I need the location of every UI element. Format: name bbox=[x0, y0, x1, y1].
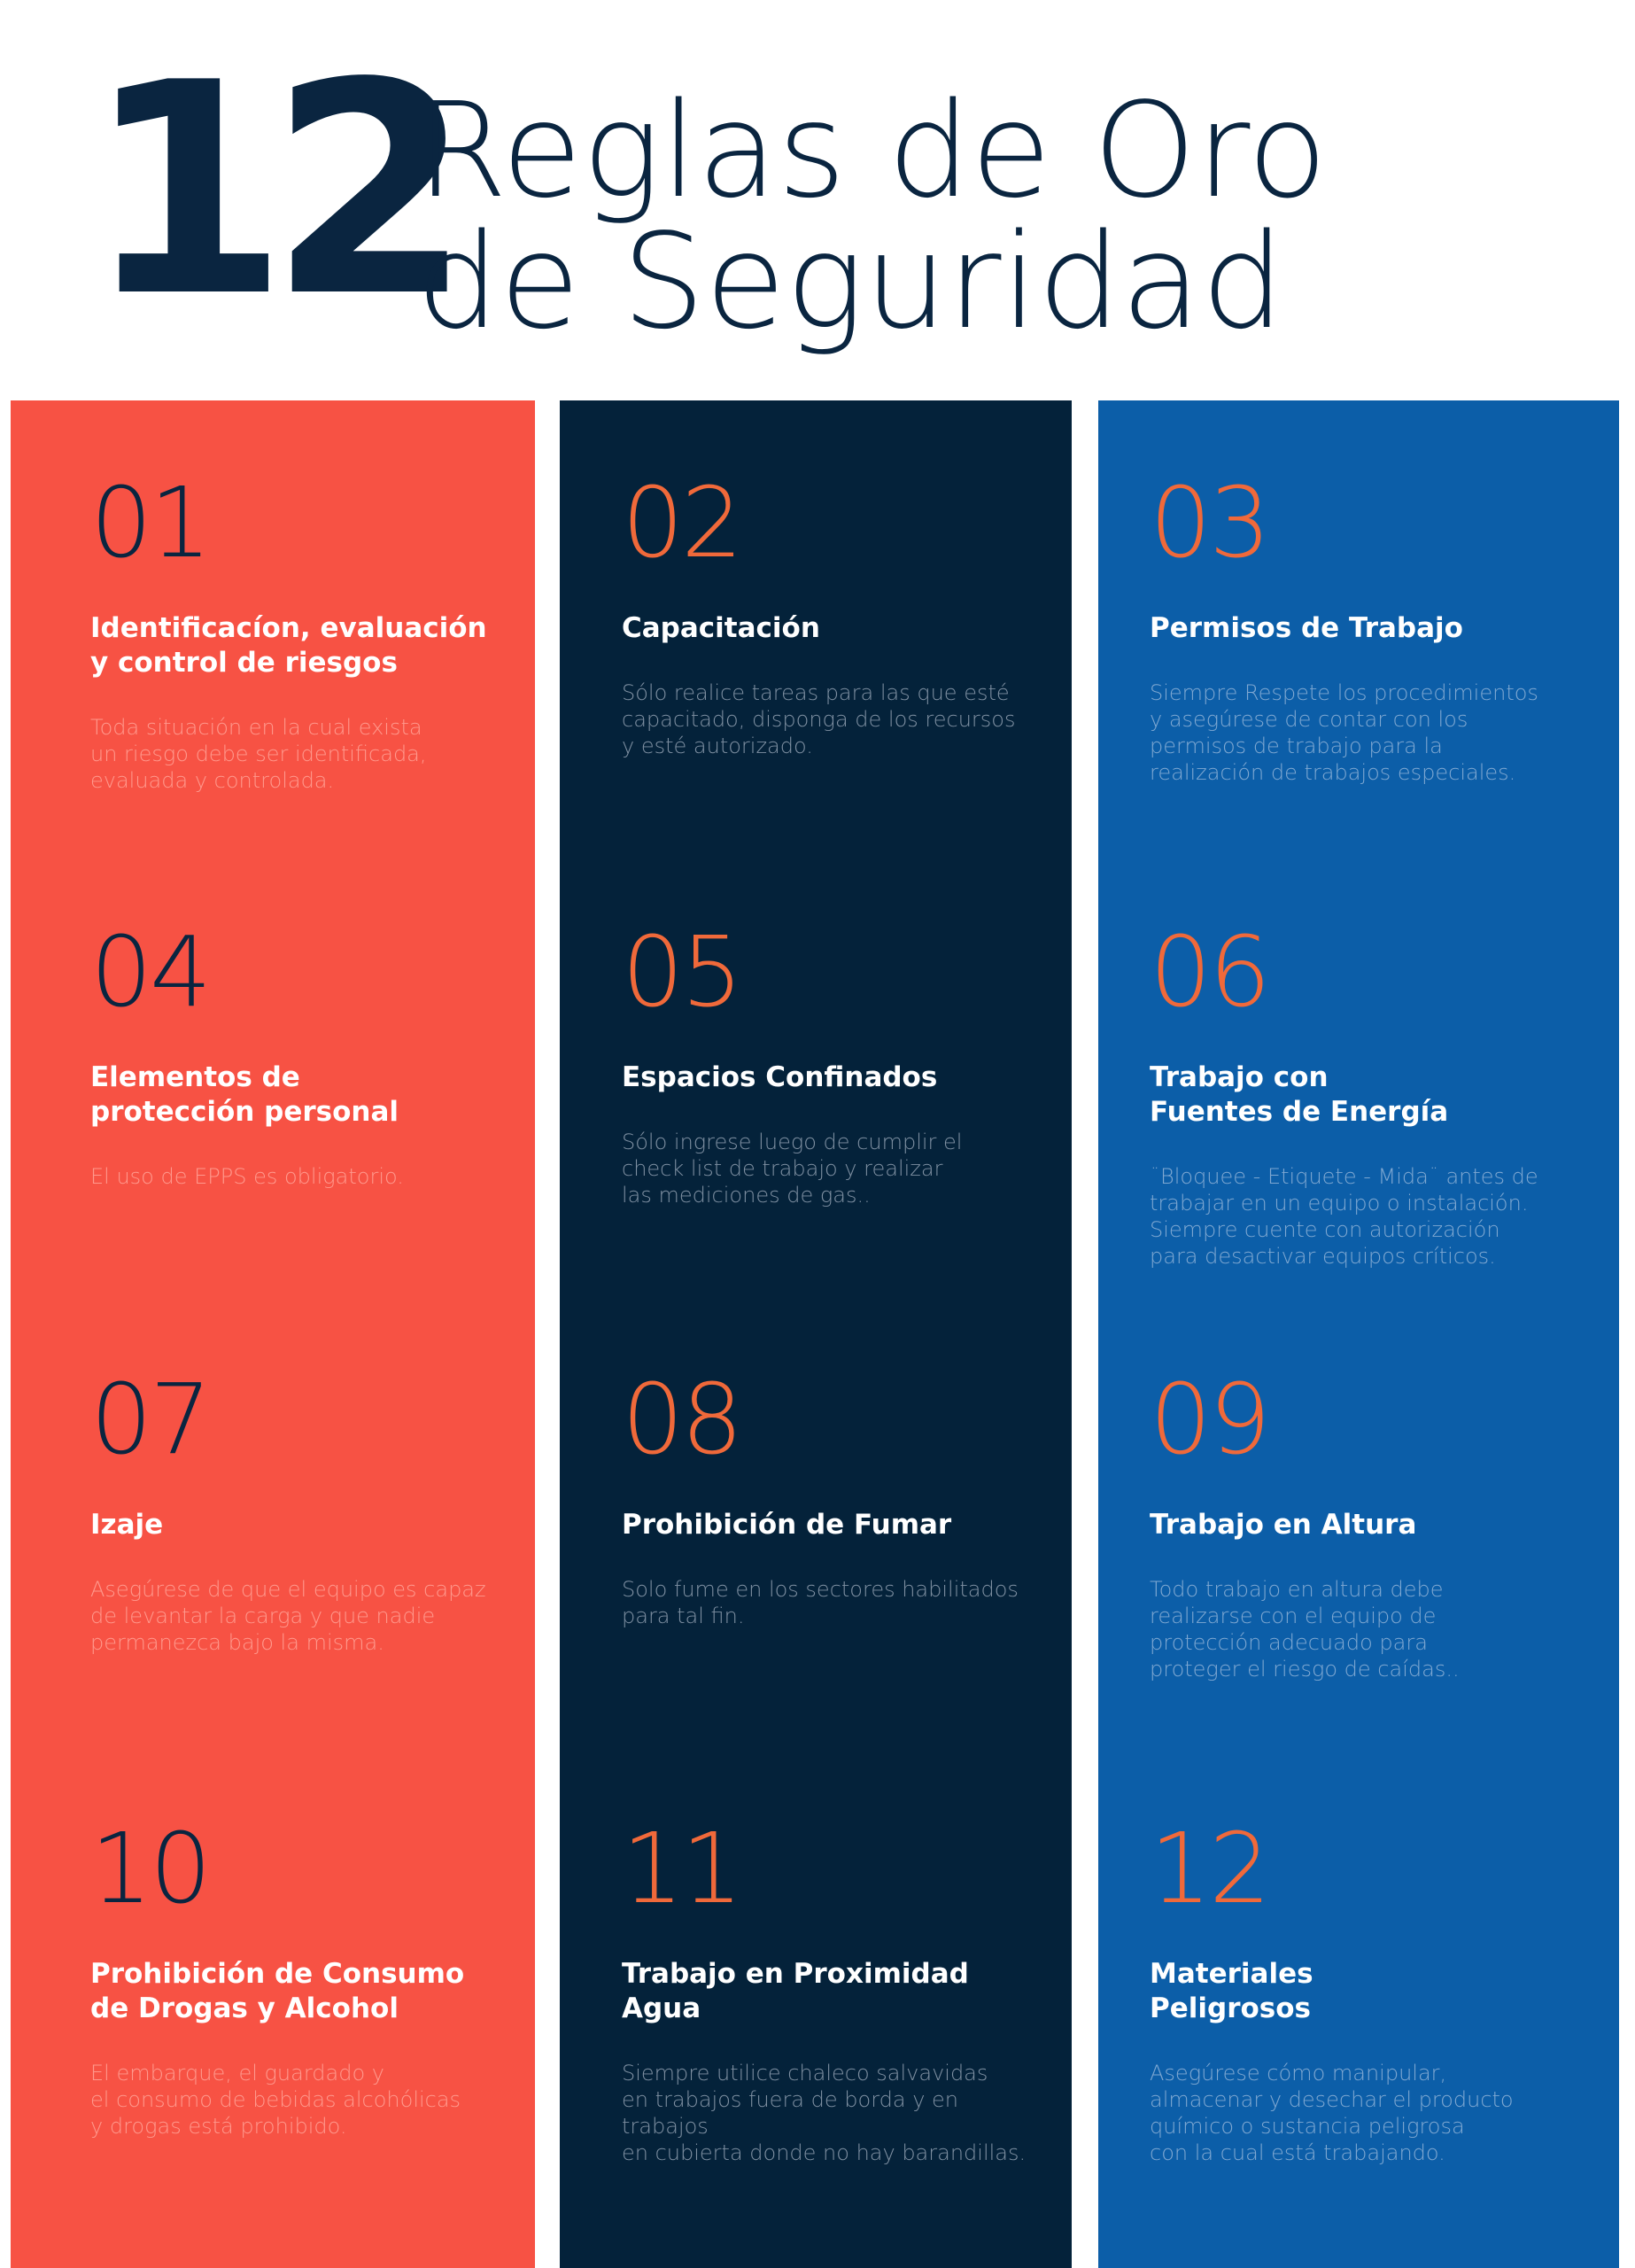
rule-description: Asegúrese de que el equipo es capaz de levantar la carga y que nadie permanezca bajo la misma. bbox=[90, 1577, 486, 1655]
rule-01 bbox=[90, 466, 515, 794]
column-coral bbox=[11, 400, 535, 2268]
rule-description: Siempre utilice chaleco salvavidas en trabajos fuera de borda y en trabajos en cubierta donde no hay barandillas. bbox=[622, 2061, 1027, 2165]
rule-number: 01 bbox=[90, 466, 209, 579]
poster-title bbox=[416, 74, 1328, 358]
rule-description: Asegúrese cómo manipular, almacenar y desechar el producto químico o sustancia peligrosa con la cual está trabajando. bbox=[1150, 2061, 1514, 2165]
rule-number: 03 bbox=[1150, 466, 1268, 579]
rule-03 bbox=[1150, 466, 1575, 786]
rule-12 bbox=[1150, 1812, 1575, 2166]
column-blue bbox=[1098, 400, 1619, 2268]
rule-04 bbox=[90, 915, 515, 1190]
rule-title: Materiales Peligrosos bbox=[1150, 1958, 1313, 2024]
rule-09 bbox=[1150, 1363, 1575, 1682]
rule-number: 09 bbox=[1150, 1363, 1268, 1476]
rule-title: Elementos de protección personal bbox=[90, 1061, 399, 1128]
rule-number: 05 bbox=[622, 915, 740, 1029]
rule-number: 08 bbox=[622, 1363, 740, 1476]
rule-number: 07 bbox=[90, 1363, 209, 1476]
rule-title: Identificacíon, evaluación y control de riesgos bbox=[90, 612, 487, 679]
rule-description: Siempre Respete los procedimientos y asegúrese de contar con los permisos de trabajo para la realización de trabajos especiales. bbox=[1150, 680, 1538, 785]
rule-description: Sólo ingrese luego de cumplir el check list de trabajo y realizar las mediciones de gas.. bbox=[622, 1130, 963, 1208]
rule-05 bbox=[622, 915, 1047, 1208]
rule-title: Permisos de Trabajo bbox=[1150, 612, 1463, 644]
rule-number: 02 bbox=[622, 466, 740, 579]
rule-number: 06 bbox=[1150, 915, 1268, 1029]
rule-title: Prohibición de Consumo de Drogas y Alcohol bbox=[90, 1958, 465, 2024]
rule-description: Sólo realice tareas para las que esté capacitado, disponga de los recursos y esté autorizado. bbox=[622, 680, 1016, 758]
rule-description: El uso de EPPS es obligatorio. bbox=[90, 1164, 404, 1189]
rule-title: Prohibición de Fumar bbox=[622, 1509, 952, 1541]
header-number: 12 bbox=[85, 20, 453, 361]
rule-number: 04 bbox=[90, 915, 209, 1029]
title-line-1: Reglas de Oro bbox=[416, 74, 1328, 227]
rule-description: Toda situación en la cual exista un riesgo debe ser identificada, evaluada y controlada. bbox=[90, 715, 427, 793]
column-navy bbox=[560, 400, 1072, 2268]
rule-11 bbox=[622, 1812, 1047, 2166]
rule-title: Espacios Confinados bbox=[622, 1061, 938, 1093]
rule-title: Trabajo en Proximidad Agua bbox=[622, 1958, 969, 2024]
rule-02 bbox=[622, 466, 1047, 759]
rule-title: Izaje bbox=[90, 1509, 164, 1541]
rule-number: 12 bbox=[1150, 1812, 1268, 1925]
rule-10 bbox=[90, 1812, 515, 2140]
rule-number: 11 bbox=[622, 1812, 740, 1925]
rule-08 bbox=[622, 1363, 1047, 1629]
rule-description: Solo fume en los sectores habilitados para tal fin. bbox=[622, 1577, 1019, 1628]
rule-number: 10 bbox=[90, 1812, 209, 1925]
rule-description: Todo trabajo en altura debe realizarse con el equipo de protección adecuado para proteger el riesgo de caídas.. bbox=[1150, 1577, 1460, 1682]
title-line-2: de Seguridad bbox=[416, 206, 1285, 358]
rule-description: ¨Bloquee - Etiquete - Mida¨ antes de trabajar en un equipo o instalación. Siempre cuente con autorización para desactivar equipos críticos. bbox=[1150, 1164, 1538, 1269]
rule-06 bbox=[1150, 915, 1575, 1270]
poster-header bbox=[0, 0, 1635, 400]
rule-title: Capacitación bbox=[622, 612, 820, 644]
rule-07 bbox=[90, 1363, 515, 1656]
rule-title: Trabajo con Fuentes de Energía bbox=[1150, 1061, 1449, 1128]
rule-description: El embarque, el guardado y el consumo de bebidas alcohólicas y drogas está prohibido. bbox=[90, 2061, 461, 2139]
rule-title: Trabajo en Altura bbox=[1150, 1509, 1417, 1541]
